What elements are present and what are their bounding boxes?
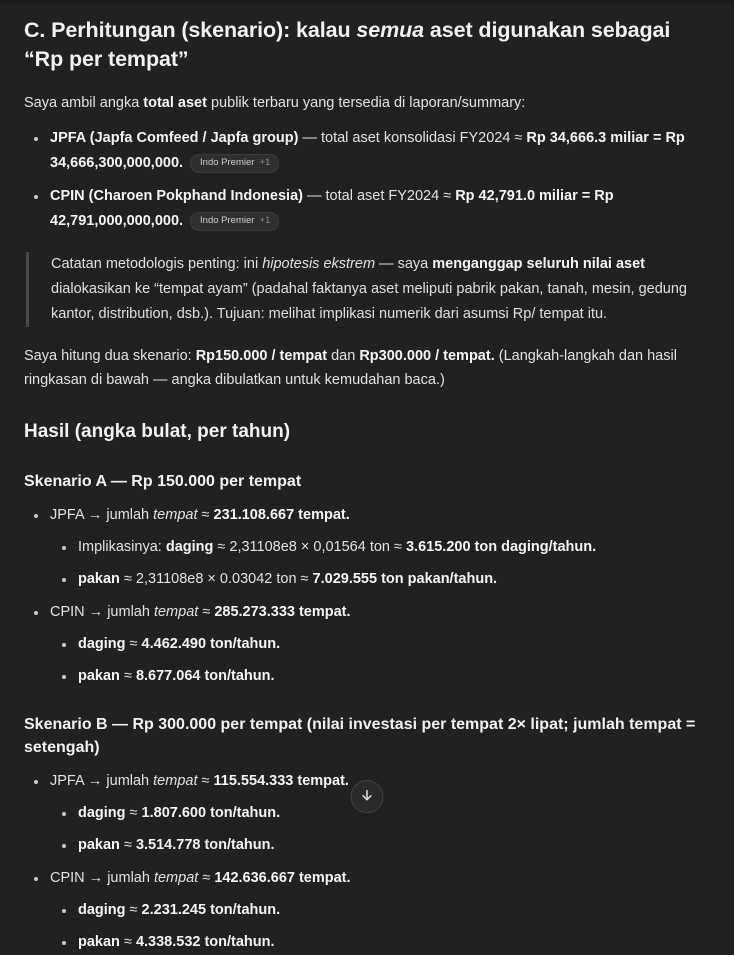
metric-label: pakan	[78, 571, 120, 588]
asset-name: CPIN (Charoen Pokphand Indonesia)	[50, 187, 303, 204]
asset-list	[24, 126, 704, 234]
callout-bold: menganggap seluruh nilai aset	[432, 255, 645, 272]
citation-count: +1	[259, 214, 271, 226]
asset-value: Rp 34,666.3 miliar = Rp 34,666,300,000,000.	[50, 129, 685, 171]
scenario-a-price: Rp150.000 / tempat	[195, 347, 328, 364]
intro-paragraph: Saya ambil angka total aset publik terbaru yang tersedia di laporan/summary:	[24, 95, 526, 112]
metric-label: pakan	[78, 837, 120, 854]
metric-label: daging	[165, 539, 214, 556]
metric-label: pakan	[78, 933, 120, 950]
term-italic: tempat	[153, 604, 199, 620]
citation-count: +1	[259, 156, 271, 168]
asset-value: Rp 42,791.0 miliar = Rp 42,791,000,000,000.	[50, 187, 614, 229]
value: 4.338.532 ton/tahun.	[135, 933, 275, 950]
list-item: pakan ≈ 3.514.778 ton/tahun.	[50, 833, 704, 858]
scenario-a-list	[24, 503, 704, 689]
sub-list	[50, 801, 704, 858]
list-item: daging ≈ 4.462.490 ton/tahun.	[50, 632, 704, 657]
metric-label: pakan	[78, 667, 120, 684]
metric-label: daging	[78, 805, 126, 822]
page-title: C. Perhitungan (skenario): kalau semua aset digunakan sebagai “Rp per tempat”	[24, 18, 671, 72]
list-item: JPFA (Japfa Comfeed / Japfa group) — total aset konsolidasi FY2024 ≈ Rp 34,666.3 miliar = Rp 34,666,300,000,000. Indo Premier +1	[24, 126, 704, 176]
term-italic: tempat	[153, 507, 198, 524]
list-item: CPIN → jumlah tempat ≈ 142.636.667 tempat. daging ≈ 2.231.245 ton/tahun. pakan ≈ 4.338.532 ton/tahun.	[24, 866, 704, 955]
list-item: CPIN → jumlah tempat ≈ 285.273.333 tempat. daging ≈ 4.462.490 ton/tahun. pakan ≈ 8.677.064 ton/tahun.	[24, 600, 704, 689]
methodology-callout	[26, 252, 704, 327]
term-italic: tempat	[153, 773, 198, 790]
callout-text: Catatan metodologis penting: ini hipotesis ekstrem — saya menganggap seluruh nilai aset dialokasikan ke “tempat ayam” (padahal faktanya aset meliputi pabrik pakan, tanah, mesin, gedung kantor, distribution, dsb.). Tujuan: melihat implikasi numerik dari asumsi Rp/ tempat itu.	[51, 255, 687, 322]
value: 3.615.200 ton daging/tahun.	[406, 539, 597, 556]
scroll-to-bottom-button[interactable]	[351, 780, 384, 813]
value: 8.677.064 ton/tahun.	[135, 667, 275, 684]
value: 142.636.667 tempat.	[214, 870, 351, 886]
list-item: JPFA → jumlah tempat ≈ 115.554.333 tempat. daging ≈ 1.807.600 ton/tahun. pakan ≈ 3.514.778 ton/tahun.	[24, 769, 704, 858]
list-item: daging ≈ 2.231.245 ton/tahun.	[50, 898, 704, 923]
sub-list	[50, 535, 704, 592]
intro-bold: total aset	[143, 95, 207, 112]
list-item: JPFA → jumlah tempat ≈ 231.108.667 tempat. Implikasinya: daging ≈ 2,31108e8 × 0,01564 ton ≈ 3.615.200 ton daging/tahun. pakan ≈ 2,31108e8 × 0.03042 ton ≈ 7.029.555 ton pakan/tahun.	[24, 503, 704, 592]
term-italic: tempat	[153, 870, 199, 886]
citation-source: Indo Premier	[200, 156, 255, 168]
window-top-edge	[0, 0, 734, 4]
scenario-intro-paragraph: Saya hitung dua skenario: Rp150.000 / tempat dan Rp300.000 / tempat. (Langkah-langkah dan hasil ringkasan di bawah — angka dibulatkan untuk kemudahan baca.)	[24, 347, 677, 389]
list-item: Implikasinya: daging ≈ 2,31108e8 × 0,01564 ton ≈ 3.615.200 ton daging/tahun.	[50, 535, 704, 560]
chevron-down-icon	[361, 789, 374, 802]
citation-source: Indo Premier	[200, 214, 255, 226]
scenario-b-price: Rp300.000 / tempat.	[359, 347, 495, 364]
callout-italic: hipotesis ekstrem	[262, 255, 376, 272]
value: 115.554.333 tempat.	[213, 773, 349, 790]
scenario-b-heading: Skenario B — Rp 300.000 per tempat (nilai investasi per tempat 2× lipat; jumlah tempat = setengah)	[24, 715, 696, 756]
asset-name: JPFA (Japfa Comfeed / Japfa group)	[50, 129, 299, 146]
value: 285.273.333 tempat.	[214, 604, 351, 620]
list-item: daging ≈ 1.807.600 ton/tahun.	[50, 801, 704, 826]
metric-label: daging	[78, 901, 126, 918]
value: 1.807.600 ton/tahun.	[141, 805, 281, 822]
sub-list	[50, 898, 704, 955]
value: 7.029.555 ton pakan/tahun.	[312, 571, 498, 588]
results-heading: Hasil (angka bulat, per tahun)	[24, 421, 291, 443]
value: 3.514.778 ton/tahun.	[135, 837, 275, 854]
sub-list	[50, 632, 704, 689]
value: 231.108.667 tempat.	[213, 507, 350, 524]
value: 2.231.245 ton/tahun.	[141, 901, 281, 918]
list-item: pakan ≈ 4.338.532 ton/tahun.	[50, 930, 704, 955]
citation-chip[interactable]	[190, 212, 279, 231]
list-item: CPIN (Charoen Pokphand Indonesia) — total aset FY2024 ≈ Rp 42,791.0 miliar = Rp 42,791,000,000,000. Indo Premier +1	[24, 184, 704, 234]
list-item: pakan ≈ 8.677.064 ton/tahun.	[50, 664, 704, 689]
value: 4.462.490 ton/tahun.	[141, 635, 281, 652]
citation-chip[interactable]	[190, 154, 279, 173]
scenario-a-heading: Skenario A — Rp 150.000 per tempat	[24, 473, 302, 490]
title-italic-word: semua	[356, 18, 425, 42]
list-item: pakan ≈ 2,31108e8 × 0.03042 ton ≈ 7.029.555 ton pakan/tahun.	[50, 567, 704, 592]
metric-label: daging	[78, 635, 126, 652]
